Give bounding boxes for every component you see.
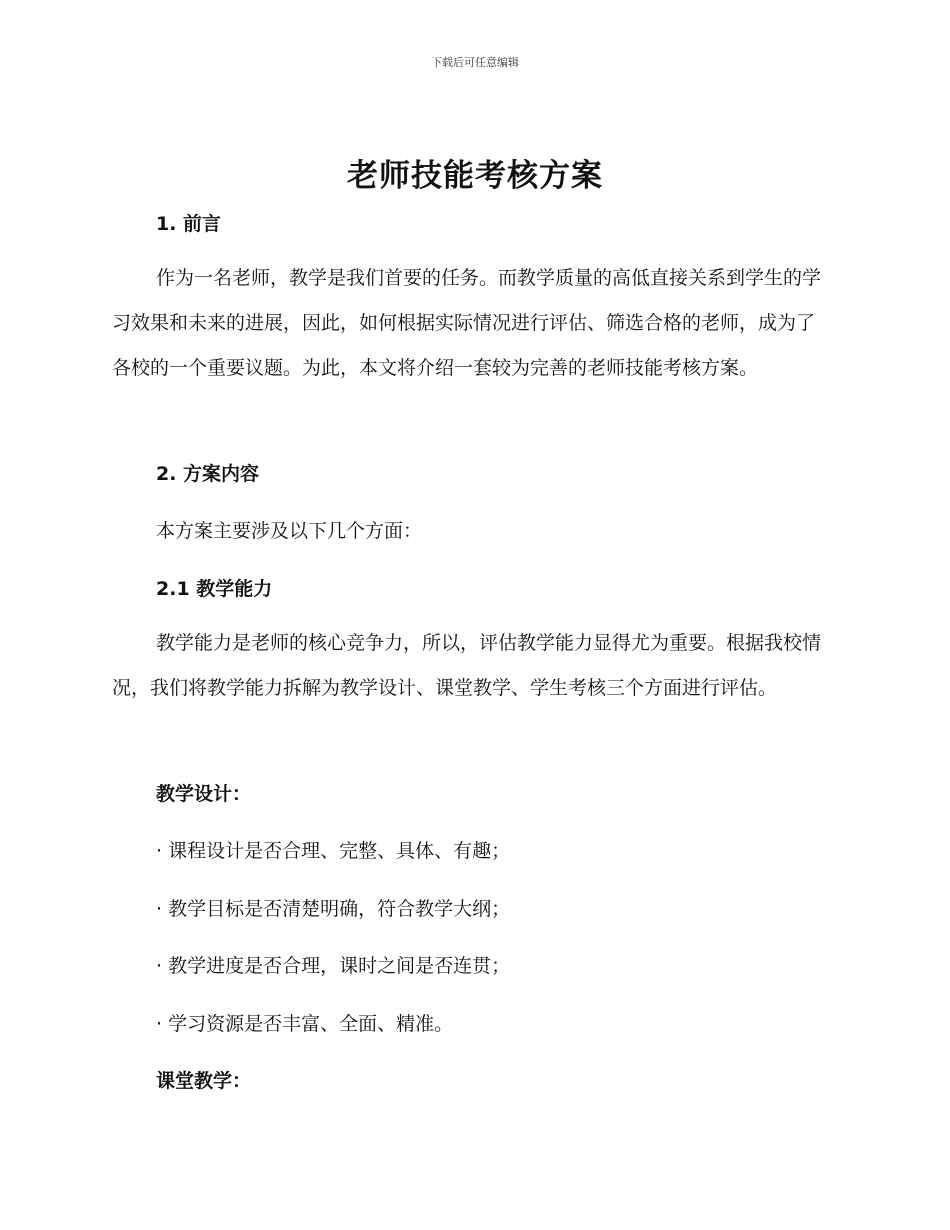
subheading-teaching-design: 教学设计： xyxy=(156,783,252,805)
document-title: 老师技能考核方案 xyxy=(347,158,603,194)
subheading-classroom-teaching: 课堂教学： xyxy=(156,1070,252,1092)
preface-paragraph: 作为一名老师，教学是我们首要的任务。而教学质量的高低直接关系到学生的学习效果和未来的进展，因此，如何根据实际情况进行评估、筛选合格的老师，成为了各校的一个重要议题。为此，本文将介绍一套较为完善的老师技能考核方案。 xyxy=(112,267,822,379)
bullet-item: · 课程设计是否合理、完整、具体、有趣； xyxy=(156,840,511,862)
teaching-ability-paragraph: 教学能力是老师的核心竞争力，所以，评估教学能力显得尤为重要。根据我校情况，我们将教学能力拆解为教学设计、课堂教学、学生考核三个方面进行评估。 xyxy=(112,632,822,699)
bullet-item: · 教学进度是否合理，课时之间是否连贯； xyxy=(156,955,511,977)
bullet-item: · 学习资源是否丰富、全面、精准。 xyxy=(156,1013,454,1035)
content-intro: 本方案主要涉及以下几个方面： xyxy=(156,520,423,542)
section-heading-teaching-ability: 2.1 教学能力 xyxy=(156,578,273,600)
section-heading-content: 2. 方案内容 xyxy=(156,463,260,485)
section-heading-preface: 1. 前言 xyxy=(156,213,222,235)
bullet-item: · 教学目标是否清楚明确，符合教学大纲； xyxy=(156,898,511,920)
header-note: 下载后可任意编辑 xyxy=(431,56,519,69)
